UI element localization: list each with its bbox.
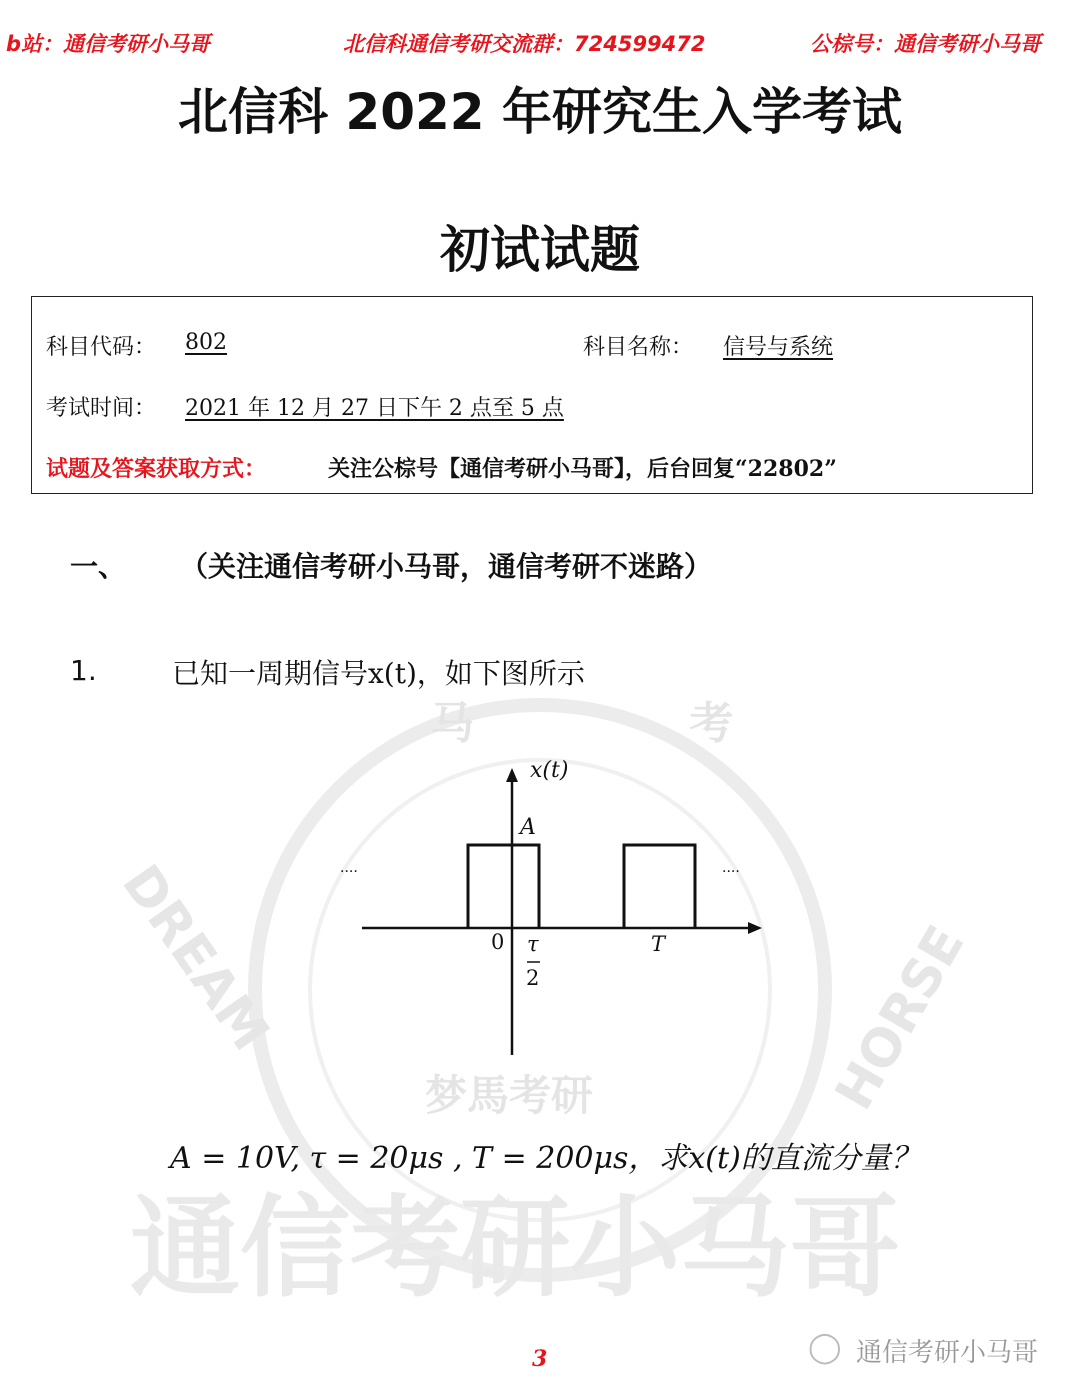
answer-value: 关注公棕号【通信考研小马哥】，后台回复“22802”: [328, 456, 837, 482]
question-formula: A = 10V, τ = 20μs , T = 200μs，求x(t)的直流分量？: [170, 1141, 921, 1176]
tau-denominator: 2: [526, 966, 540, 990]
origin-label: 0: [491, 930, 505, 954]
watermark-text: 通信考研小马哥: [130, 1184, 900, 1312]
wechat-icon: ◯: [808, 1330, 842, 1365]
header-right: 公棕号：通信考研小马哥: [810, 32, 1041, 56]
page-number: 3: [532, 1346, 548, 1372]
t-axis-arrow: [748, 922, 762, 934]
header-left: b站：通信考研小马哥: [6, 32, 211, 56]
x-axis-arrow: [506, 768, 518, 782]
header-center: 北信科通信考研交流群：724599472: [343, 32, 706, 56]
name-value: 信号与系统: [723, 335, 834, 360]
footer-brand: 通信考研小马哥: [856, 1338, 1039, 1368]
code-value: 802: [185, 330, 227, 355]
question-text: 已知一周期信号x(t)，如下图所示: [172, 657, 585, 690]
time-value: 2021 年 12 月 27 日下午 2 点至 5 点: [185, 396, 564, 421]
seal-top-text: 马 考: [430, 698, 834, 749]
seal-right-text: HORSE: [824, 916, 977, 1120]
y-axis-label: x(t): [530, 758, 569, 783]
dots-right: ....: [722, 860, 740, 876]
tau-label: τ: [527, 932, 539, 956]
section-number: 一、: [70, 550, 127, 583]
dots-left: ....: [340, 860, 358, 876]
time-label: 考试时间：: [46, 396, 157, 421]
code-label: 科目代码：: [46, 335, 157, 360]
pulse-0: [468, 845, 539, 928]
page-subtitle: 初试试题: [440, 221, 640, 279]
section-text: （关注通信考研小马哥，通信考研不迷路）: [180, 550, 713, 583]
seal-left-text: DREAM: [110, 854, 281, 1062]
seal-bottom-text: 梦馬考研: [425, 1071, 594, 1120]
question-number: 1.: [70, 654, 97, 687]
period-label: T: [651, 932, 666, 956]
name-label: 科目名称：: [583, 335, 694, 360]
page-title: 北信科 2022 年研究生入学考试: [178, 83, 902, 141]
pulse-1: [624, 845, 695, 928]
answer-label: 试题及答案获取方式：: [46, 456, 267, 482]
amplitude-label: A: [520, 815, 536, 840]
